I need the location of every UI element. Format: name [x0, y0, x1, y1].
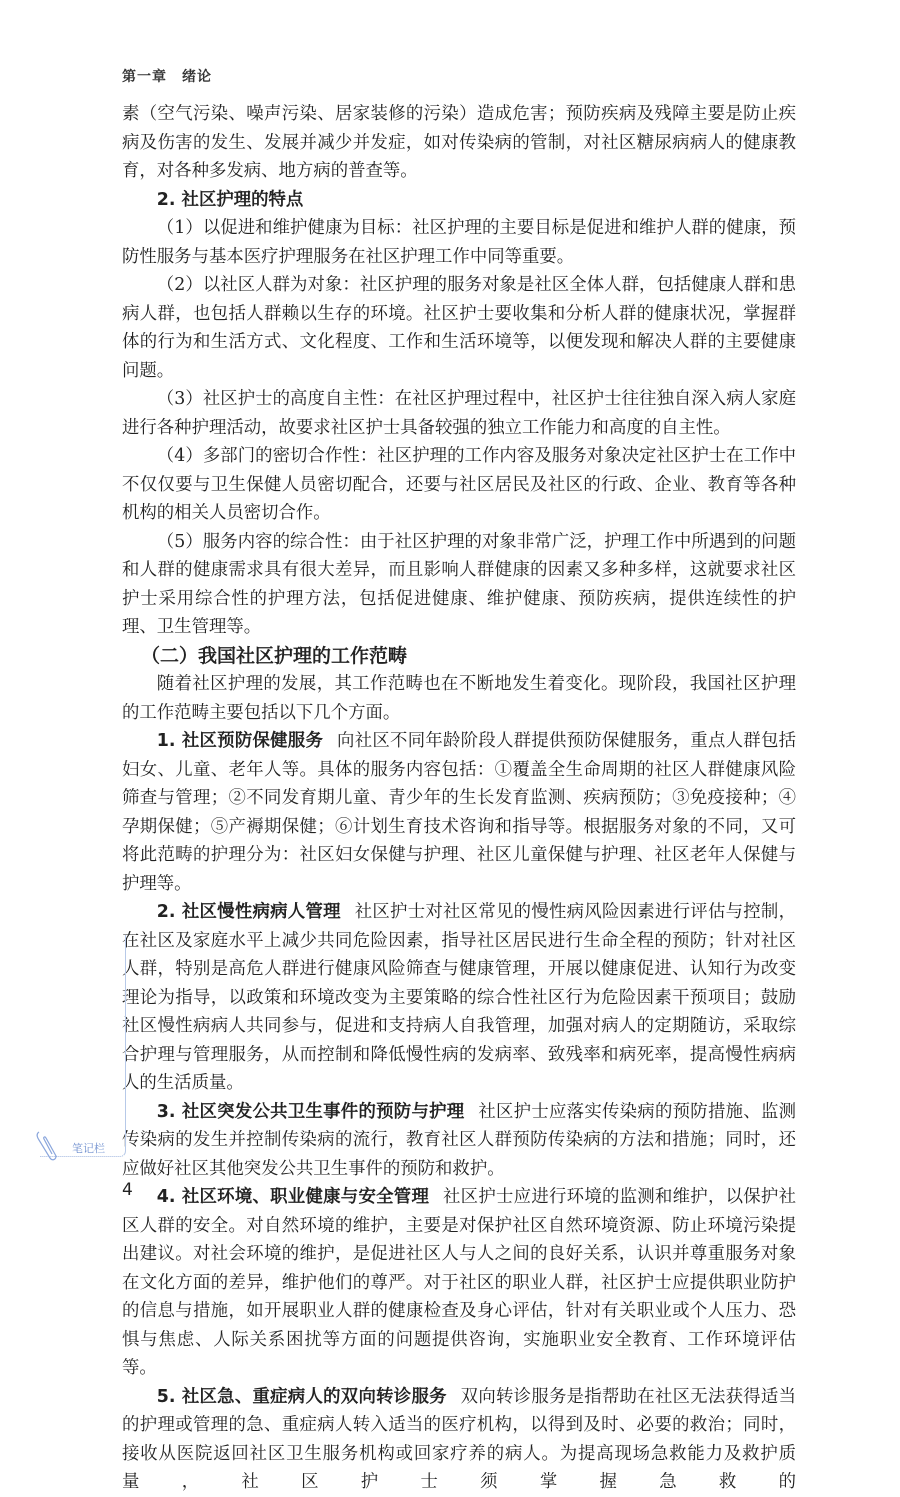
section-heading: 2. 社区护理的特点 [156, 189, 304, 210]
paperclip-icon [34, 1128, 60, 1162]
item-text: 社区护士应落实传染病的预防措施、监测传染病的发生并控制传染病的流行，教育社区人群预防传染病的方法和措施；同时，还应做好社区其他突发公共卫生事件的预防和救护。 [122, 1101, 796, 1179]
scope-item-3 [122, 1098, 796, 1184]
item-title: 1. 社区预防保健服务 [156, 731, 324, 751]
scope-item-4 [122, 1183, 796, 1383]
paragraph: 随着社区护理的发展，其工作范畴也在不断地发生着变化。现阶段，我国社区护理的工作范畴主要包括以下几个方面。 [122, 674, 796, 723]
page-number: 4 [122, 1180, 133, 1200]
paragraph: （5）服务内容的综合性：由于社区护理的对象非常广泛，护理工作中所遇到的问题和人群的健康需求具有很大差异，而且影响人群健康的因素又多种多样，这就要求社区护士采用综合性的护理方法，包括促进健康、维护健康、预防疾病，提供连续性的护理、卫生管理等。 [122, 531, 796, 637]
item-title: 3. 社区突发公共卫生事件的预防与护理 [156, 1101, 465, 1122]
item-title: 5. 社区急、重症病人的双向转诊服务 [156, 1386, 447, 1407]
paragraph: （2）以社区人群为对象：社区护理的服务对象是社区全体人群，包括健康人群和患病人群，也包括人群赖以生存的环境。社区护士要收集和分析人群的健康状况，掌握群体的行为和生活方式、文化程度、工作和生活环境等，以便发现和解决人群的主要健康问题。 [122, 275, 796, 381]
item-text: 向社区不同年龄阶段人群提供预防保健服务，重点人群包括妇女、儿童、老年人等。具体的服务内容包括：①覆盖全生命周期的社区人群健康风险筛查与管理；②不同发育期儿童、青少年的生长发育监测、疾病预防；③免疫接种；④孕期保健；⑤产褥期保健；⑥计划生育技术咨询和指导等。根据服务对象的不同，又可将此范畴的护理分为：社区妇女保健与护理、社区儿童保健与护理、社区老年人保健与护理等。 [122, 731, 796, 894]
notes-column [40, 935, 126, 1157]
scope-item-5 [122, 1383, 796, 1497]
item-text: 社区护士对社区常见的慢性病风险因素进行评估与控制，在社区及家庭水平上减少共同危险因素，指导社区居民进行生命全程的预防；针对社区人群，特别是高危人群进行健康风险筛查与健康管理，开展以健康促进、认知行为改变理论为指导，以政策和环境改变为主要策略的综合性社区行为危险因素干预项目；鼓励社区慢性病病人共同参与，促进和支持病人自我管理，加强对病人的定期随访，采取综合护理与管理服务，从而控制和降低慢性病的发病率、致残率和病死率，提高慢性病病人的生活质量。 [122, 902, 796, 1093]
scope-item-1 [122, 727, 796, 898]
paragraph: （3）社区护士的高度自主性：在社区护理过程中，社区护士往往独自深入病人家庭进行各种护理活动，故要求社区护士具备较强的独立工作能力和高度的自主性。 [122, 389, 796, 438]
item-text: 社区护士应进行环境的监测和维护，以保护社区人群的安全。对自然环境的维护，主要是对保护社区自然环境资源、防止环境污染提出建议。对社会环境的维护，是促进社区人与人之间的良好关系，认识并尊重服务对象在文化方面的差异，维护他们的尊严。对于社区的职业人群，社区护士应提供职业防护的信息与措施，如开展职业人群的健康检查及身心评估，针对有关职业或个人压力、恐惧与焦虑、人际关系困扰等方面的问题提供咨询，实施职业安全教育、工作环境评估等。 [122, 1187, 796, 1378]
page-body [122, 100, 796, 1497]
item-title: 2. 社区慢性病病人管理 [156, 902, 341, 922]
paragraph: （1）以促进和维护健康为目标：社区护理的主要目标是促进和维护人群的健康，预防性服务与基本医疗护理服务在社区护理工作中同等重要。 [122, 218, 796, 267]
item-text: 双向转诊服务是指帮助在社区无法获得适当的护理或管理的急、重症病人转入适当的医疗机构，以得到及时、必要的救治；同时，接收从医院返回社区卫生服务机构或回家疗养的病人。为提高现场急救能力及救护质量，社区护士须掌握急救的 [122, 1386, 796, 1492]
subsection-heading: （二）我国社区护理的工作范畴 [141, 644, 408, 667]
paragraph: 素（空气污染、噪声污染、居家装修的污染）造成危害；预防疾病及残障主要是防止疾病及伤害的发生、发展并减少并发症，如对传染病的管制，对社区糖尿病病人的健康教育，对各种多发病、地方病的普查等。 [122, 104, 796, 181]
notes-label: 笔记栏 [72, 1142, 105, 1155]
item-title: 4. 社区环境、职业健康与安全管理 [156, 1187, 430, 1207]
scope-item-2 [122, 898, 796, 1098]
paragraph: （4）多部门的密切合作性：社区护理的工作内容及服务对象决定社区护士在工作中不仅仅要与卫生保健人员密切配合，还要与社区居民及社区的行政、企业、教育等各种机构的相关人员密切合作。 [122, 446, 796, 523]
running-head: 第一章 绪论 [122, 69, 212, 85]
